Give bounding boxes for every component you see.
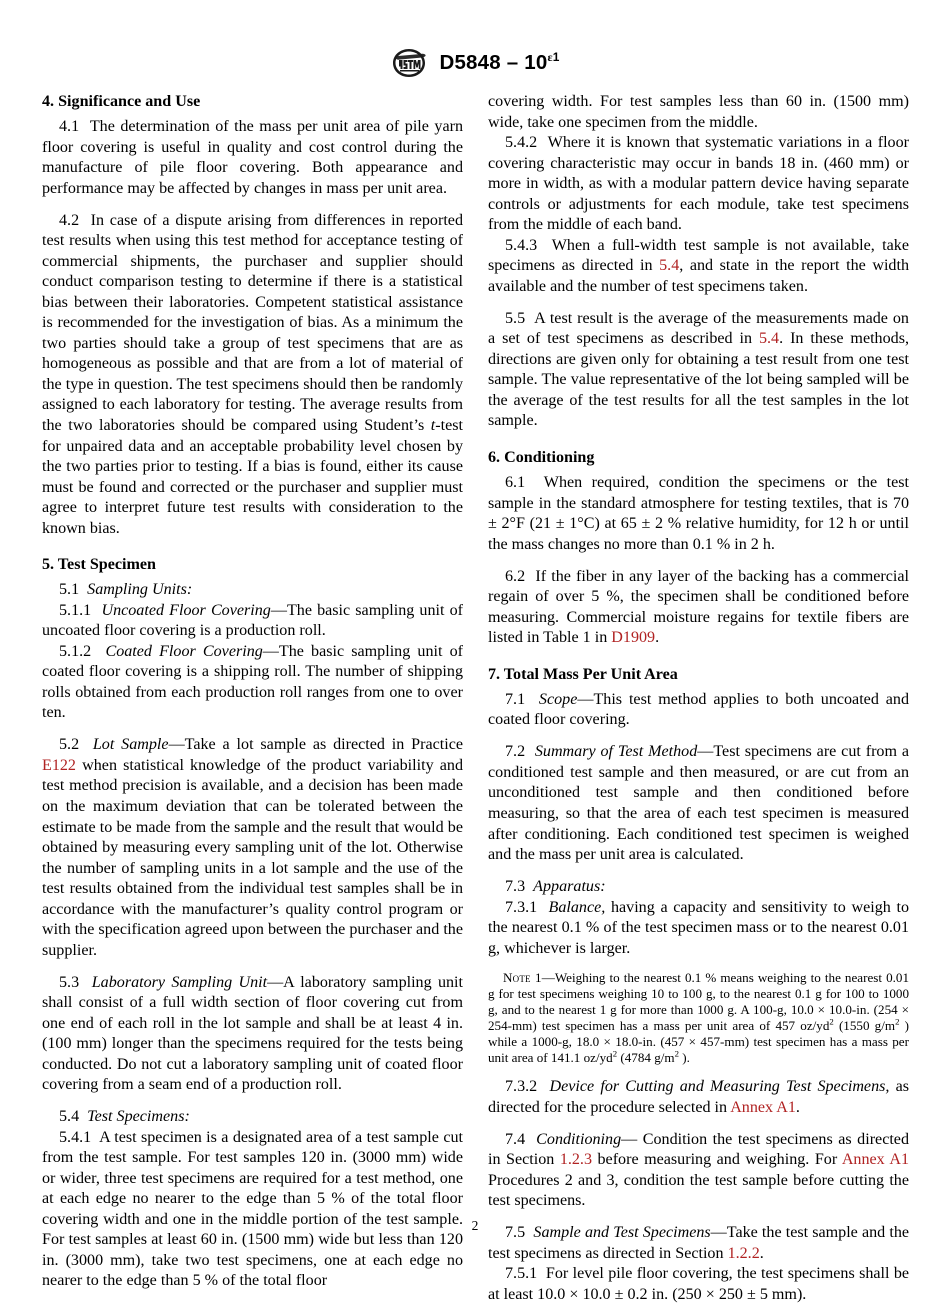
clause-text-7-5-a: —Take the test sample and the test specimens as directed in Section [488, 1224, 910, 1262]
clause-title-5-1: Sampling Units: [87, 581, 193, 599]
paragraph-5-1-2 [42, 642, 463, 724]
paragraph-7-2 [488, 742, 909, 865]
clause-text-7-4-a: — Condition the test specimens as directed in Section [488, 1130, 909, 1169]
clause-text-5-1-2: —The basic sampling unit of coated floor covering is a shipping roll. The number of shipping rolls obtained from each production roll ranges from one to over ten. [42, 642, 463, 722]
paragraph-5-1-1 [42, 601, 463, 642]
clause-number-5-3: 5.3 [59, 973, 80, 991]
clause-text-5-1-1: —The basic sampling unit of uncoated floor covering is a production roll. [42, 601, 463, 640]
clause-title-7-4: Conditioning [536, 1130, 622, 1148]
note-1-text-b: (1550 g/m [833, 1017, 896, 1033]
note-1-sup-3: 2 [612, 1048, 618, 1059]
clause-number-5-1-2: 5.1.2 [59, 642, 92, 660]
clause-text-7-1: —This test method applies to both uncoated and coated floor covering. [488, 690, 909, 729]
clause-number-7-2: 7.2 [505, 743, 526, 761]
clause-number-5-4-1: 5.4.1 [59, 1128, 92, 1146]
paragraph-4-2 [42, 211, 463, 539]
paragraph-5-4-1-continued: covering width. For test samples less than 60 in. (1500 mm) wide, take one specimen from the middle. [488, 93, 909, 131]
heading-section-4: 4. Significance and Use [42, 93, 201, 110]
clause-number-7-5: 7.5 [505, 1224, 526, 1242]
paragraph-7-4 [488, 1130, 909, 1212]
clause-text-7-5-b: . [759, 1244, 764, 1262]
paragraph-7-3-1 [488, 898, 909, 960]
clause-text-7-3-2-a: as directed for the procedure selected in [488, 1078, 909, 1116]
paragraph-5-1 [42, 580, 463, 601]
heading-section-6: 6. Conditioning [488, 448, 595, 466]
clause-text-5-4-3-b: , and state in the report the width available and the number of test specimens taken. [488, 257, 910, 295]
clause-title-7-3: Apparatus: [533, 878, 606, 896]
note-1-text-a: —Weighing to the nearest 0.1 % means weighing to the nearest 0.01 g for test specimens weighing 10 to 100 g, to the nearest 0.1 g for 100 to 1000 g, and to the nearest 1 g for more than 1000 g. A 100-g, 10.0 × 10.0-in. (254 × 254-mm) test specimen has a mass per unit area of 457 oz/yd [488, 970, 909, 1033]
note-1-label: Note 1 [503, 970, 542, 986]
xref-1-2-3[interactable]: 1.2.3 [559, 1151, 592, 1169]
body-columns [42, 92, 908, 1305]
clause-number-5-1: 5.1 [59, 581, 80, 599]
clause-title-7-5: Sample and Test Specimens [533, 1224, 711, 1242]
note-1-text-e: ). [678, 1049, 690, 1065]
xref-e122[interactable]: E122 [42, 756, 76, 774]
heading-section-5: 5. Test Specimen [42, 556, 157, 574]
paragraph-7-3-2 [488, 1077, 909, 1118]
clause-text-7-2: —Test specimens are cut from a conditioned test sample and then measured, or are cut from an unconditioned test sample and then conditioned before measuring, so that the area of each test specimen is measured after conditioning. Each conditioned test specimen is weighed and the mass per unit area is calculated. [488, 743, 909, 864]
clause-number-5-4-3: 5.4.3 [505, 236, 538, 254]
clause-number-4-1: 4.1 [59, 118, 80, 136]
clause-text-5-5-b: . In these methods, directions are given only for obtaining a test result from one test sample. The value representative of the lot being sampled will be the average of the test results for all the test samples in the lot sample. [488, 330, 909, 430]
paragraph-5-4-3 [488, 236, 909, 298]
clause-text-6-2-b: . [655, 629, 660, 647]
note-1-sup-2: 2 [895, 1016, 900, 1027]
clause-text-7-5-1: For level pile floor covering, the test specimens shall be at least 10.0 × 10.0 ± 0.2 in. (250 × 250 ± 5 mm). [488, 1265, 910, 1303]
clause-number-5-4-2: 5.4.2 [505, 134, 538, 152]
clause-text-7-3-2-b: . [795, 1098, 800, 1116]
clause-text-5-2-b: when statistical knowledge of the product variability and test method precision is available, and a decision has been made on the maximum deviation that can be tolerated between the estimate to be made from the sample and the result that would be obtained by measuring every sampling unit of the lot. Otherwise the number of sampling units in a lot sample and the use of the test results obtained from the individual test samples shall be in accordance with the manufacturer’s quality control program or with the specification agreed upon between the purchaser and the supplier. [42, 756, 463, 959]
note-1-text-d: (4784 g/m [617, 1049, 675, 1065]
paragraph-5-2 [42, 735, 463, 961]
clause-number-7-1: 7.1 [505, 690, 526, 708]
clause-number-6-1: 6.1 [505, 474, 526, 492]
clause-text-7-4-c: Procedures 2 and 3, condition the test sample before cutting the test specimens. [488, 1171, 909, 1210]
note-1-sup-1: 2 [829, 1016, 834, 1027]
paragraph-6-1 [488, 473, 909, 555]
xref-5-4-second[interactable]: 5.4 [758, 330, 780, 348]
designation-revision: 1 [552, 49, 560, 64]
clause-number-7-3: 7.3 [505, 878, 526, 896]
clause-number-6-2: 6.2 [505, 567, 526, 585]
xref-d1909[interactable]: D1909 [611, 629, 656, 647]
clause-number-5-2: 5.2 [59, 736, 80, 754]
clause-text-4-1: The determination of the mass per unit area of pile yarn floor covering is useful in quality and cost control during the manufacture of pile floor covering. Both appearance and performance may be affected by changes in mass per unit area. [42, 118, 463, 197]
clause-number-7-3-1: 7.3.1 [505, 898, 538, 916]
clause-text-4-2-a: In case of a dispute arising from differences in reported test results when using this test method for acceptance testing of commercial shipments, the purchaser and supplier should conduct comparison testing to determine if there is a statistical bias between their laboratories. Competent statistical assistance is recommended for the investigation of bias. As a minimum the two parties should take a group of test specimens that are as homogeneous as possible and that are from a lot of material of the type in question. The test specimens should then be randomly assigned to each laboratory for testing. The average results from the two laboratories should be compared using Student’s [42, 211, 463, 434]
paragraph-6-2 [488, 567, 909, 649]
clause-text-5-3: —A laboratory sampling unit shall consist of a full width section of floor covering cut from one end of each roll in the lot sample and shall be at least 4 in. (100 mm) longer than the specimens required for the tests being conducted. Do not cut a laboratory sampling unit of coated floor covering from a seam end of a production roll. [42, 973, 463, 1094]
paragraph-5-4-2 [488, 133, 909, 236]
clause-text-5-5-a: A test result is the average of the measurements made on a set of test specimens as described in [488, 309, 909, 348]
right-column [488, 92, 909, 1305]
clause-text-4-2-italic: t [430, 416, 436, 434]
clause-title-7-1: Scope [538, 690, 578, 708]
clause-title-5-2: Lot Sample [92, 736, 169, 754]
clause-number-5-5: 5.5 [505, 309, 526, 327]
standard-designation [439, 49, 560, 74]
xref-annex-a1-second[interactable]: Annex A1 [841, 1151, 910, 1169]
paragraph-5-5 [488, 309, 909, 432]
xref-5-4-first[interactable]: 5.4 [659, 257, 680, 275]
designation-text: D5848 – 10 [439, 50, 548, 74]
clause-text-5-4-2: Where it is known that systematic variations in a floor covering characteristic may occur in bands 18 in. (460 mm) or more in width, as with a modular pattern device having separate controls or adjustments for each module, take test specimens from the middle of each band. [488, 134, 909, 234]
paragraph-7-1 [488, 690, 909, 731]
clause-text-6-1: When required, condition the specimens or the test sample in the standard atmosphere for testing textiles, that is 70 ± 2°F (21 ± 1°C) at 65 ± 2 % relative humidity, for 12 h or until the mass changes no more than 0.1 % in 2 h. [488, 474, 909, 553]
clause-number-5-4: 5.4 [59, 1108, 80, 1126]
paragraph-5-4-1 [42, 1128, 463, 1292]
clause-title-7-3-1: Balance, [548, 898, 606, 916]
paragraph-4-1 [42, 117, 463, 199]
clause-text-5-2-a: —Take a lot sample as directed in Practice [168, 736, 464, 754]
page-header [0, 48, 950, 78]
clause-title-7-2: Summary of Test Method [534, 743, 698, 761]
note-1-sup-4: 2 [674, 1048, 679, 1059]
note-1-text-c: ) while a 1000-g, 18.0 × 18.0-in. (457 × 457-mm) test specimen has a mass per unit area of 141.1 oz/yd [488, 1017, 909, 1065]
clause-text-5-4-3-a: When a full-width test sample is not available, take specimens as directed in [488, 236, 909, 275]
clause-title-7-3-2: Device for Cutting and Measuring Test Specimens, [549, 1078, 890, 1096]
clause-number-4-2: 4.2 [59, 211, 80, 229]
page-number-folio: 2 [471, 1217, 479, 1233]
paragraph-5-4 [42, 1107, 463, 1128]
clause-title-5-3: Laboratory Sampling Unit [91, 973, 268, 991]
paragraph-7-5-1 [488, 1264, 909, 1305]
clause-title-5-1-2: Coated Floor Covering [105, 642, 263, 660]
clause-text-4-2-b: -test for unpaired data and an acceptable probability level chosen by the two parties prior to testing. If a bias is found, either its cause must be found and corrected or the purchaser and supplier must agree to interpret future test results with consideration to the known bias. [42, 416, 463, 537]
clause-number-7-3-2: 7.3.2 [505, 1078, 538, 1096]
clause-text-5-4-1: A test specimen is a designated area of a test sample cut from the test sample. For test samples 120 in. (3000 mm) wide or wider, three test specimens are required for a test method, one at each edge no nearer to the edge than 5 % of the total floor covering width and one in the middle portion of the test sample. For test samples at least 60 in. (1500 mm) wide but less than 120 in. (3000 mm), take two test specimens, one at each edge no nearer to the edge than 5 % of the total floor [42, 1128, 463, 1290]
clause-text-6-2-a: If the fiber in any layer of the backing has a commercial regain of over 5 %, the specimen shall be conditioned before measuring. Commercial moisture regains for textile fibers are listed in Table 1 in [488, 567, 909, 647]
clause-title-5-1-1: Uncoated Floor Covering [101, 601, 271, 619]
clause-number-7-5-1: 7.5.1 [505, 1265, 538, 1283]
clause-number-5-1-1: 5.1.1 [59, 601, 92, 619]
paragraph-5-3 [42, 973, 463, 1096]
clause-title-5-4: Test Specimens: [87, 1108, 190, 1126]
clause-text-7-4-b: before measuring and weighing. For [592, 1151, 842, 1169]
left-column [42, 92, 463, 1305]
heading-section-7: 7. Total Mass Per Unit Area [488, 665, 678, 683]
astm-logo-icon [390, 48, 430, 78]
note-1 [488, 970, 909, 1065]
xref-annex-a1-first[interactable]: Annex A1 [730, 1098, 796, 1116]
xref-1-2-2[interactable]: 1.2.2 [727, 1244, 760, 1262]
clause-text-7-3-1: having a capacity and sensitivity to weigh to the nearest 0.1 % of the test specimen mass or to the nearest 0.01 g, whichever is larger. [488, 898, 909, 957]
clause-number-7-4: 7.4 [505, 1130, 526, 1148]
designation-epsilon: ε [547, 49, 553, 64]
paragraph-7-3 [488, 877, 909, 898]
